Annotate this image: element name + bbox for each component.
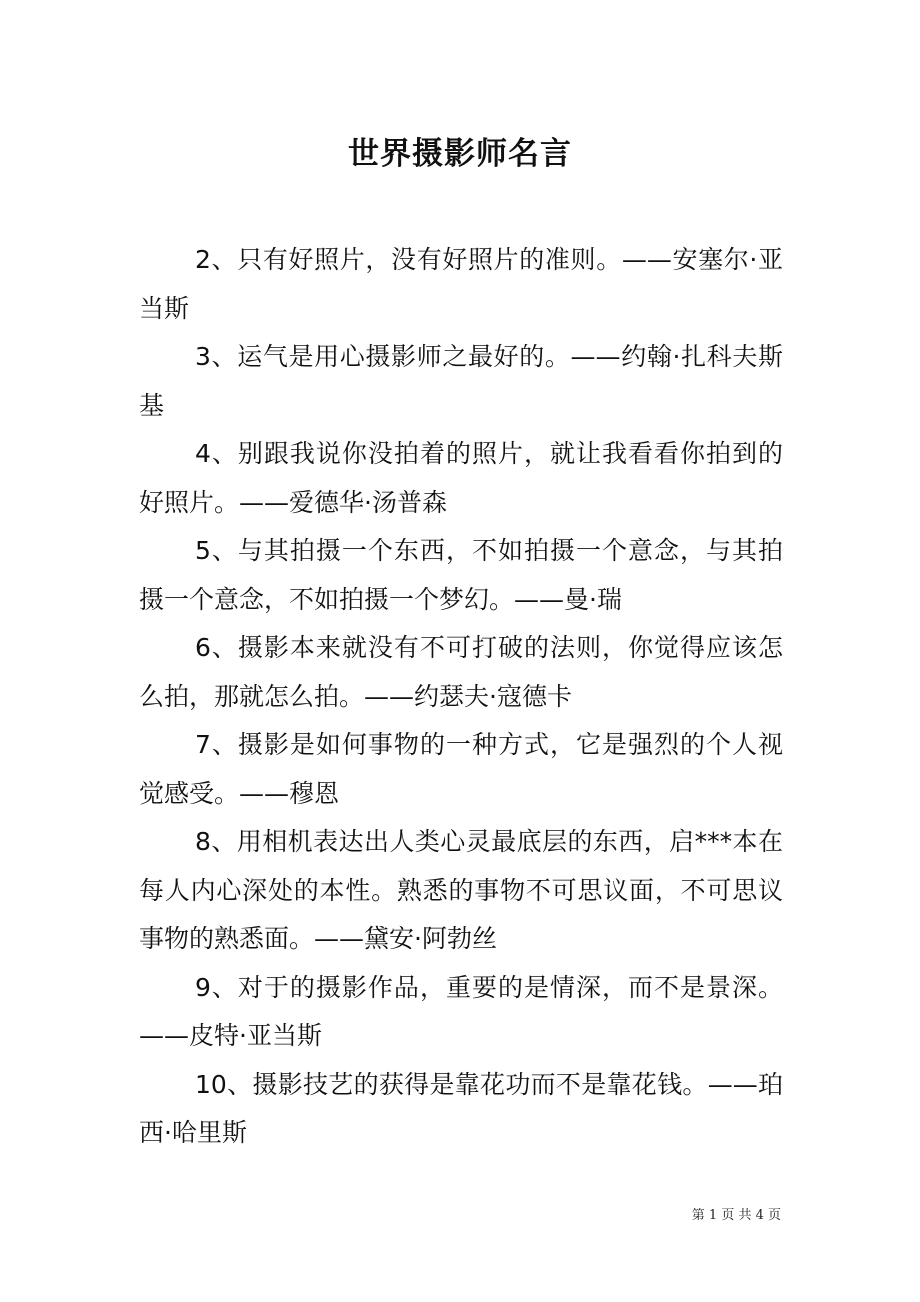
page-title: 世界摄影师名言 (348, 136, 572, 172)
quote-paragraph: 8、用相机表达出人类心灵最底层的东西，启***本在每人内心深处的本性。熟悉的事物不可思议面，不可思议事物的熟悉面。——黛安·阿勃丝 (139, 827, 783, 953)
quote-list (139, 236, 783, 1158)
quote-paragraph: 9、对于的摄影作品，重要的是情深，而不是景深。——皮特·亚当斯 (139, 972, 783, 1050)
quote-paragraph: 6、摄影本来就没有不可打破的法则，你觉得应该怎么拍，那就怎么拍。——约瑟夫·寇德卡 (139, 633, 783, 711)
quote-paragraph: 7、摄影是如何事物的一种方式，它是强烈的个人视觉感受。——穆恩 (139, 730, 783, 808)
quote-paragraph: 2、只有好照片，没有好照片的准则。——安塞尔·亚当斯 (139, 245, 783, 323)
quote-paragraph: 10、摄影技艺的获得是靠花功而不是靠花钱。——珀西·哈里斯 (139, 1069, 783, 1147)
quote-paragraph: 4、别跟我说你没拍着的照片，就让我看看你拍到的好照片。——爱德华·汤普森 (139, 439, 783, 517)
quote-paragraph: 5、与其拍摄一个东西，不如拍摄一个意念，与其拍摄一个意念，不如拍摄一个梦幻。——曼·瑞 (139, 536, 783, 614)
page-number-footer: 第 1 页 共 4 页 (691, 1208, 781, 1223)
quote-paragraph: 3、运气是用心摄影师之最好的。——约翰·扎科夫斯基 (139, 342, 783, 420)
